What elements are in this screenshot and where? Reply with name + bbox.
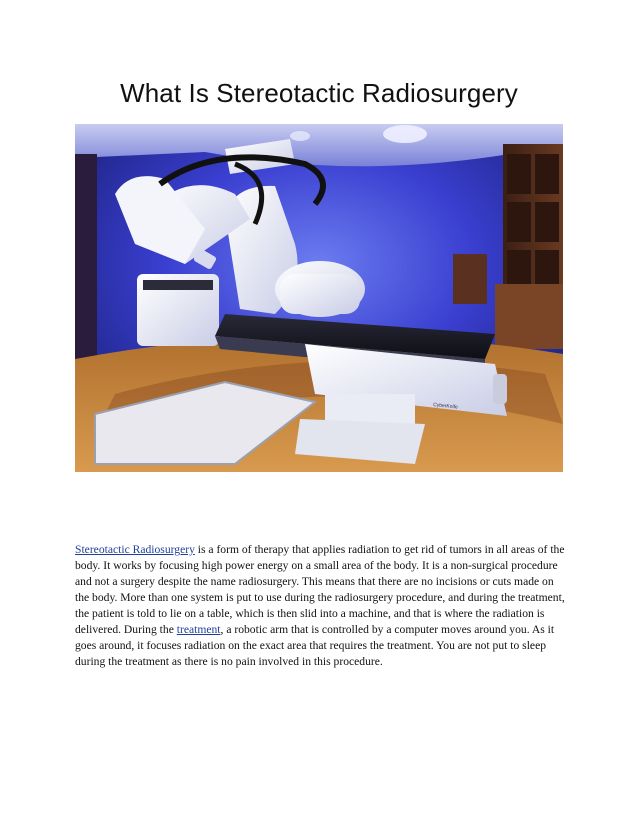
page-title: What Is Stereotactic Radiosurgery [120, 78, 518, 108]
table-brand-label: CyberKnife [432, 402, 459, 411]
stereotactic-radiosurgery-link[interactable]: Stereotactic Radiosurgery [75, 543, 195, 556]
paragraph-text-part1: is a form of therapy that applies radiation to get rid of tumors in all areas of the body. It works by focusing high power energy on a small area of the body. It is a non-surgical procedure and not a surgery despite the name radiosurgery. This means that there are no incisions or cuts made on the body. More than one system is put to use during the radiosurgery procedure, and during the treatment, the patient is told to lie on a table, which is then slid into a machine, and that is where the radiation is delivered. During the [75, 543, 565, 636]
body-paragraph [75, 542, 565, 670]
treatment-link[interactable]: treatment [176, 623, 221, 636]
paragraph-text-part2: , a robotic arm that is controlled by a computer moves around you. As it goes around, it focuses radiation on the exact area that requires the treatment. You are not put to sleep during the treatment as there is no pain involved in this procedure. [75, 623, 555, 668]
radiosurgery-room-photo [75, 124, 563, 472]
